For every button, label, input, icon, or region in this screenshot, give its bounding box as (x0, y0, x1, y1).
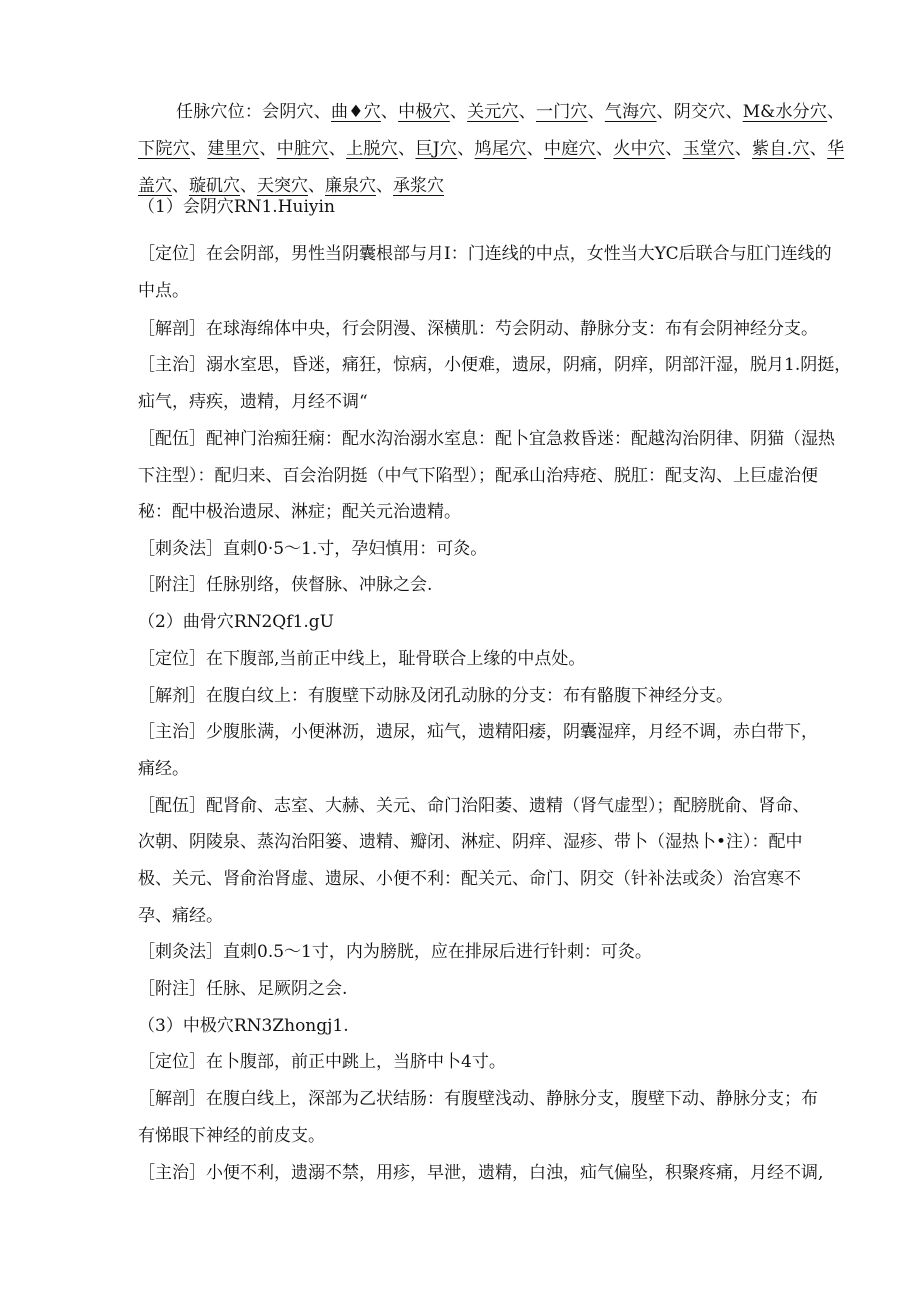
text-line: ［解剖］在腹白线上，深部为乙状结肠：有腹壁浅动、静脉分支，腹壁下动、静脉分支；布 (138, 1089, 818, 1109)
acupoint-name: 火中穴 (613, 139, 666, 159)
intro-paragraph (138, 94, 844, 205)
text-line: ［附注］任脉、足厥阴之会. (138, 979, 348, 999)
list-separator: 、 (587, 102, 605, 122)
list-separator: 、 (734, 139, 753, 159)
list-separator: 、 (172, 176, 189, 196)
text-line: （1）会阴穴RN1.Huiyin (138, 197, 335, 217)
list-separator: 、 (656, 102, 674, 122)
acupoint-name: M&水分穴 (742, 102, 828, 122)
list-separator: 、 (809, 139, 828, 159)
acupoint-name: 巨J穴 (415, 139, 458, 159)
text-line: ［定位］在卜腹部，前正中跳上，当脐中卜4寸。 (138, 1052, 506, 1072)
acupoint-name: 承浆穴 (393, 176, 444, 196)
intro-lead: 任脉穴位： (176, 102, 263, 122)
text-line: （3）中极穴RN3Zhongj1. (138, 1016, 349, 1036)
text-line: 痛经。 (138, 759, 189, 779)
list-separator: 、 (380, 102, 399, 122)
text-line: ［定位］在下腹部,当前正中线上，耻骨联合上缘的中点处。 (138, 649, 586, 669)
acupoint-name: 气海穴 (604, 102, 657, 122)
text-line: 极、关元、肾俞治肾虚、遗尿、小便不利：配关元、命门、阴交（针补法或灸）治宫寒不 (138, 869, 801, 889)
acupoint-name: 廉泉穴 (325, 176, 376, 196)
acupoint-name: 会阴穴 (262, 102, 314, 122)
list-separator: 、 (259, 139, 277, 159)
list-separator: 、 (449, 102, 468, 122)
list-separator: 、 (190, 139, 208, 159)
list-separator: 、 (376, 176, 393, 196)
acupoint-name: 天突穴 (257, 176, 308, 196)
text-line: 疝气，痔疾，遗精，月经不调“ (138, 392, 368, 412)
text-line: ［配伍］配肾俞、志室、大赫、关元、命门治阳萎、遗精（肾气虚型）；配膀胱俞、肾命、 (138, 796, 810, 816)
acupoint-name: 中庭穴 (543, 139, 596, 159)
text-line: ［刺灸法］直刺0·5～1.寸，孕妇慎用：可灸。 (138, 539, 488, 559)
acupoint-name: 曲♦穴 (331, 102, 381, 122)
text-line: 有悌眼下神经的前皮支。 (138, 1126, 325, 1146)
list-separator: 、 (725, 102, 743, 122)
acupoint-name: 上脱穴 (346, 139, 399, 159)
text-line: ［配伍］配神门治痴狂痫：配水沟治溺水室息：配卜宜急救昏迷：配越沟治阴律、阴猫（湿热 (138, 429, 835, 449)
text-line: 下注型）：配归来、百会治阴挺（中气下陷型）；配承山治痔疮、脱肛：配支沟、上巨虚治便 (138, 466, 818, 486)
text-line: 中点。 (138, 281, 189, 301)
list-separator: 、 (457, 139, 475, 159)
text-line: ［刺灸法］直刺0.5～1寸，内为膀胱，应在排尿后进行针刺：可灸。 (138, 942, 652, 962)
text-line: ［主治］少腹胀满，小便淋沥，遗尿，疝气，遗精阳痿，阴囊湿痒，月经不调，赤白带下， (138, 722, 818, 742)
acupoint-name: 鸠尾穴 (474, 139, 527, 159)
text-line: ［解剂］在腹白纹上：有腹壁下动脉及闭孔动脉的分支：布有骼腹下神经分支。 (138, 686, 733, 706)
acupoint-name: 玉堂穴 (682, 139, 735, 159)
text-line: ［定位］在会阴部，男性当阴囊根部与月I：门连线的中点，女性当大YC后联合与肛门连线的 (138, 244, 832, 264)
acupoint-name: 关元穴 (467, 102, 519, 122)
acupoint-name: 下院穴 (138, 139, 191, 159)
text-line: 次朝、阴陵泉、蒸沟治阳篓、遗精、瓣闭、淋症、阴痒、湿疹、带卜（湿热卜•注）：配中 (138, 832, 803, 852)
acupoint-name: 紫自.穴 (752, 139, 810, 159)
list-separator: 、 (595, 139, 614, 159)
text-line: 秘：配中极治遗尿、淋症；配关元治遗精。 (138, 502, 461, 522)
list-separator: 、 (665, 139, 683, 159)
text-line: ［附注］任脉别络，侠督脉、冲脉之会. (138, 575, 433, 595)
list-separator: 、 (827, 102, 845, 122)
acupoint-name: 中极穴 (398, 102, 450, 122)
list-separator: 、 (313, 102, 332, 122)
list-separator: 、 (240, 176, 257, 196)
acupoint-name: 中脏穴 (276, 139, 329, 159)
text-line: 孕、痛经。 (138, 906, 223, 926)
list-separator: 、 (308, 176, 325, 196)
acupoint-name: 一门穴 (535, 102, 588, 122)
acupoint-name: 华盖穴 (138, 139, 845, 196)
acupoint-name: 璇矶穴 (189, 176, 240, 196)
list-separator: 、 (328, 139, 347, 159)
text-line: ［解剖］在球海绵体中央，行会阴漫、深横肌：芍会阴动、静脉分支：布有会阴神经分支。 (138, 319, 818, 339)
acupoint-name: 建里穴 (207, 139, 260, 159)
text-line: （2）曲骨穴RN2Qf1.gU (138, 612, 334, 632)
text-line: ［主治］溺水室思，昏迷，痛狂，惊病，小便难，遗尿，阴痛，阴痒，阴部汗湿，脱月1.阴挺， (138, 355, 852, 375)
list-separator: 、 (518, 102, 536, 122)
text-line: ［主治］小便不利，遗溺不禁，用疹，早泄，遗精，白浊，疝气偏坠，积聚疼痛，月经不调, (138, 1163, 824, 1183)
list-separator: 、 (398, 139, 416, 159)
list-separator: 、 (526, 139, 544, 159)
acupoint-name: 阴交穴 (673, 102, 726, 122)
